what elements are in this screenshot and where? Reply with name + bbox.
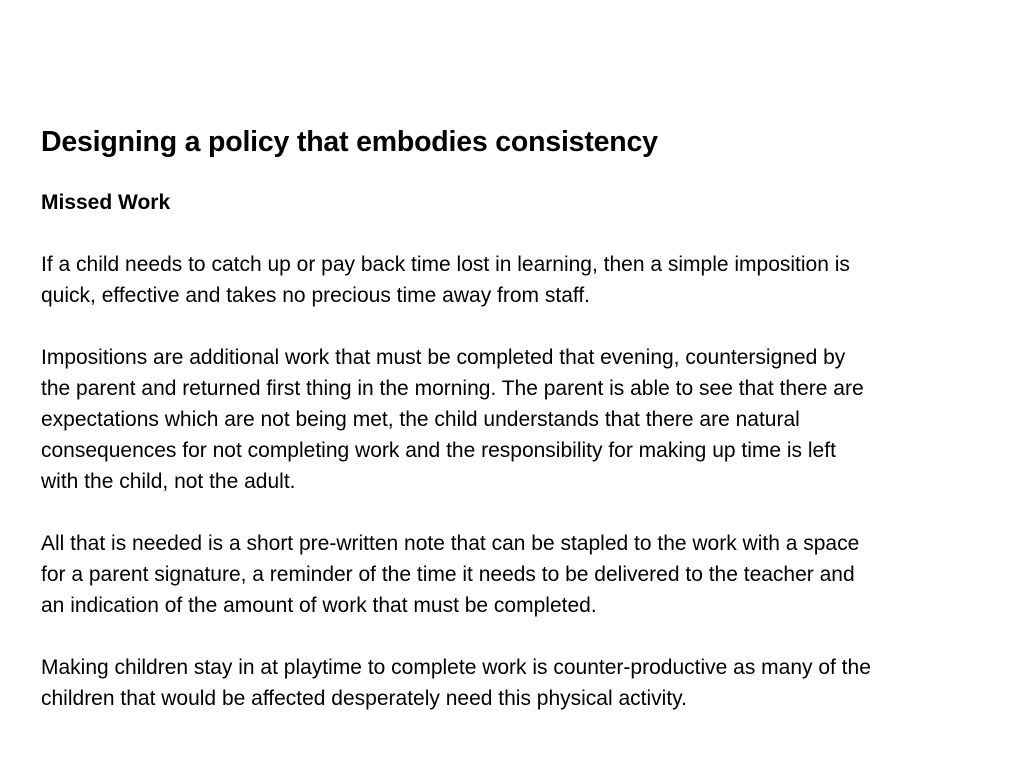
- paragraph-line: All that is needed is a short pre-written note that can be stapled to the work with a space: [41, 532, 860, 555]
- page-title: Designing a policy that embodies consistency: [41, 126, 658, 158]
- paragraph-spacer: [41, 311, 991, 342]
- paragraph-3: [41, 528, 991, 621]
- paragraph-4: [41, 652, 991, 714]
- paragraph-2: [41, 342, 991, 497]
- paragraph-spacer: [41, 497, 991, 528]
- paragraph-line: quick, effective and takes no precious time away from staff.: [41, 284, 590, 307]
- paragraph-line: Making children stay in at playtime to complete work is counter-productive as many of the: [41, 656, 871, 679]
- paragraph-line: expectations which are not being met, the child understands that there are natural: [41, 408, 800, 431]
- paragraph-spacer: [41, 218, 991, 249]
- slide-body: [41, 187, 991, 714]
- paragraph-line: consequences for not completing work and the responsibility for making up time is left: [41, 439, 836, 462]
- paragraph-line: children that would be affected desperately need this physical activity.: [41, 687, 687, 710]
- paragraph-line: the parent and returned first thing in the morning. The parent is able to see that there are: [41, 377, 864, 400]
- paragraph-spacer: [41, 621, 991, 652]
- paragraph-1: [41, 249, 991, 311]
- section-heading: Missed Work: [41, 191, 171, 214]
- paragraph-line: an indication of the amount of work that must be completed.: [41, 594, 597, 617]
- paragraph-line: If a child needs to catch up or pay back time lost in learning, then a simple imposition is: [41, 253, 850, 276]
- paragraph-line: for a parent signature, a reminder of the time it needs to be delivered to the teacher and: [41, 563, 855, 586]
- paragraph-line: with the child, not the adult.: [41, 470, 296, 493]
- paragraph-line: Impositions are additional work that must be completed that evening, countersigned by: [41, 346, 846, 369]
